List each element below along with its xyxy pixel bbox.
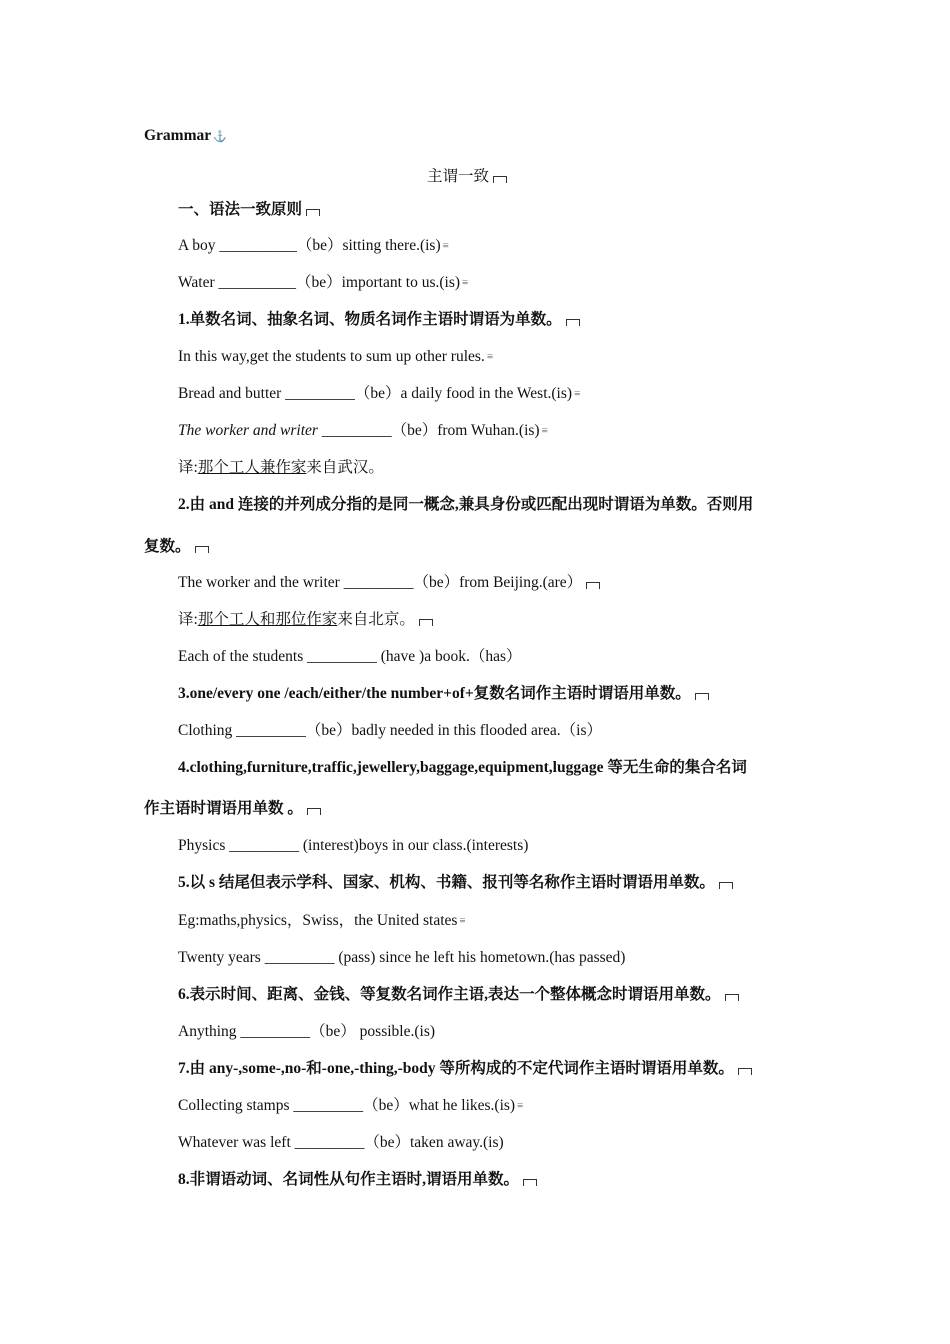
example-line xyxy=(178,573,600,593)
rule-line xyxy=(178,310,580,330)
example-line xyxy=(178,236,449,256)
rule-line xyxy=(178,873,733,893)
rule-line xyxy=(178,758,747,778)
paragraph-mark-icon xyxy=(195,546,209,553)
example-line xyxy=(178,347,493,367)
rule-line xyxy=(178,1059,752,1079)
title-text: 主谓一致 xyxy=(426,168,489,185)
example-italic-text: The worker and writer xyxy=(178,422,318,439)
translation-text: 来自武汉。 xyxy=(306,459,384,476)
example-line xyxy=(178,1022,435,1042)
heading-text: Grammar xyxy=(144,127,212,144)
example-text: In this way,get the students to sum up other rules. xyxy=(178,348,485,365)
rule-line xyxy=(178,985,739,1005)
paragraph-mark-icon xyxy=(307,808,321,815)
example-text: Twenty years _________ (pass) since he left his hometown.(has passed) xyxy=(178,949,626,966)
example-text: Water __________（be）important to us.(is) xyxy=(178,274,461,291)
translation-underlined: 那个工人兼作家 xyxy=(197,459,307,476)
example-text: A boy __________（be）sitting there.(is) xyxy=(178,237,441,254)
paragraph-mark-icon xyxy=(419,619,433,626)
line-mark-icon: ≡ xyxy=(541,425,548,438)
example-line xyxy=(178,647,522,667)
section-heading xyxy=(178,200,320,220)
rule-text: 6.表示时间、距离、金钱、等复数名词作主语,表达一个整体概念时谓语用单数。 xyxy=(178,986,721,1003)
example-text: Eg:maths,physics，Swiss，the United states xyxy=(178,912,458,929)
translation-line xyxy=(178,610,433,630)
line-mark-icon: ≡ xyxy=(462,277,469,290)
rule-text: 4.clothing,furniture,traffic,jewellery,baggage,equipment,luggage 等无生命的集合名词 xyxy=(178,759,747,776)
example-line xyxy=(178,384,580,404)
example-line xyxy=(178,1133,504,1153)
rule-continuation xyxy=(144,799,321,819)
line-mark-icon: ≡ xyxy=(459,915,466,928)
example-line xyxy=(178,1096,523,1116)
rule-text: 2.由 and 连接的并列成分指的是同一概念,兼具身份或匹配出现时谓语为单数。否则用 xyxy=(178,496,754,513)
example-line xyxy=(178,836,528,856)
translation-line xyxy=(178,458,384,478)
section-heading-text: 一、语法一致原则 xyxy=(178,201,303,218)
rule-text: 5.以 s 结尾但表示学科、国家、机构、书籍、报刊等名称作主语时谓语用单数。 xyxy=(178,874,715,891)
rule-text: 7.由 any-,some-,no-和-one,-thing,-body 等所构成的不定代词作主语时谓语用单数。 xyxy=(178,1060,734,1077)
anchor-icon: ⚓ xyxy=(213,130,227,143)
example-text: Anything _________（be） possible.(is) xyxy=(178,1023,436,1040)
translation-prefix: 译: xyxy=(178,611,198,628)
doc-title xyxy=(0,164,934,186)
paragraph-mark-icon xyxy=(566,319,580,326)
doc-heading xyxy=(144,127,227,145)
line-mark-icon: ≡ xyxy=(486,351,494,364)
paragraph-mark-icon xyxy=(586,582,600,589)
rule-line xyxy=(178,684,709,704)
paragraph-mark-icon xyxy=(306,209,320,216)
example-text: Physics _________ (interest)boys in our class.(interests) xyxy=(178,837,529,854)
example-line xyxy=(178,273,468,293)
rule-text: 作主语时谓语用单数 。 xyxy=(144,800,303,817)
example-text: _________（be）from Wuhan.(is) xyxy=(317,422,540,439)
example-line xyxy=(178,421,548,441)
paragraph-mark-icon xyxy=(719,882,733,889)
paragraph-mark-icon xyxy=(738,1068,752,1075)
line-mark-icon: ≡ xyxy=(574,388,581,401)
line-mark-icon: ≡ xyxy=(517,1100,524,1113)
example-text: Bread and butter _________（be）a daily food in the West.(is) xyxy=(178,385,573,402)
example-text: Whatever was left _________（be）taken away.(is) xyxy=(178,1134,504,1151)
rule-continuation xyxy=(144,537,209,557)
rule-text: 3.one/every one /each/either/the number+of+复数名词作主语时谓语用单数。 xyxy=(178,685,691,702)
line-mark-icon: ≡ xyxy=(442,240,449,253)
rule-text: 8.非谓语动词、名词性从句作主语时,谓语用单数。 xyxy=(178,1171,520,1188)
rule-line xyxy=(178,1170,537,1190)
example-line xyxy=(178,911,466,931)
paragraph-mark-icon xyxy=(523,1179,537,1186)
rule-line-wrapped xyxy=(178,484,810,525)
paragraph-mark-icon xyxy=(695,693,709,700)
example-text: Collecting stamps _________（be）what he likes.(is) xyxy=(178,1097,516,1114)
rule-text: 复数。 xyxy=(144,538,191,555)
translation-underlined: 那个工人和那位作家 xyxy=(197,611,338,628)
example-line xyxy=(178,721,602,741)
example-text: The worker and the writer _________（be）from Beijing.(are） xyxy=(178,574,583,591)
translation-text: 来自北京。 xyxy=(337,611,415,628)
example-text: Each of the students _________ (have )a book.（has） xyxy=(178,648,522,665)
translation-prefix: 译: xyxy=(178,459,198,476)
paragraph-mark-icon xyxy=(493,176,507,183)
example-text: Clothing _________（be）badly needed in this flooded area.（is） xyxy=(178,722,603,739)
rule-text: 1.单数名词、抽象名词、物质名词作主语时谓语为单数。 xyxy=(178,311,562,328)
example-line xyxy=(178,948,625,968)
paragraph-mark-icon xyxy=(725,994,739,1001)
